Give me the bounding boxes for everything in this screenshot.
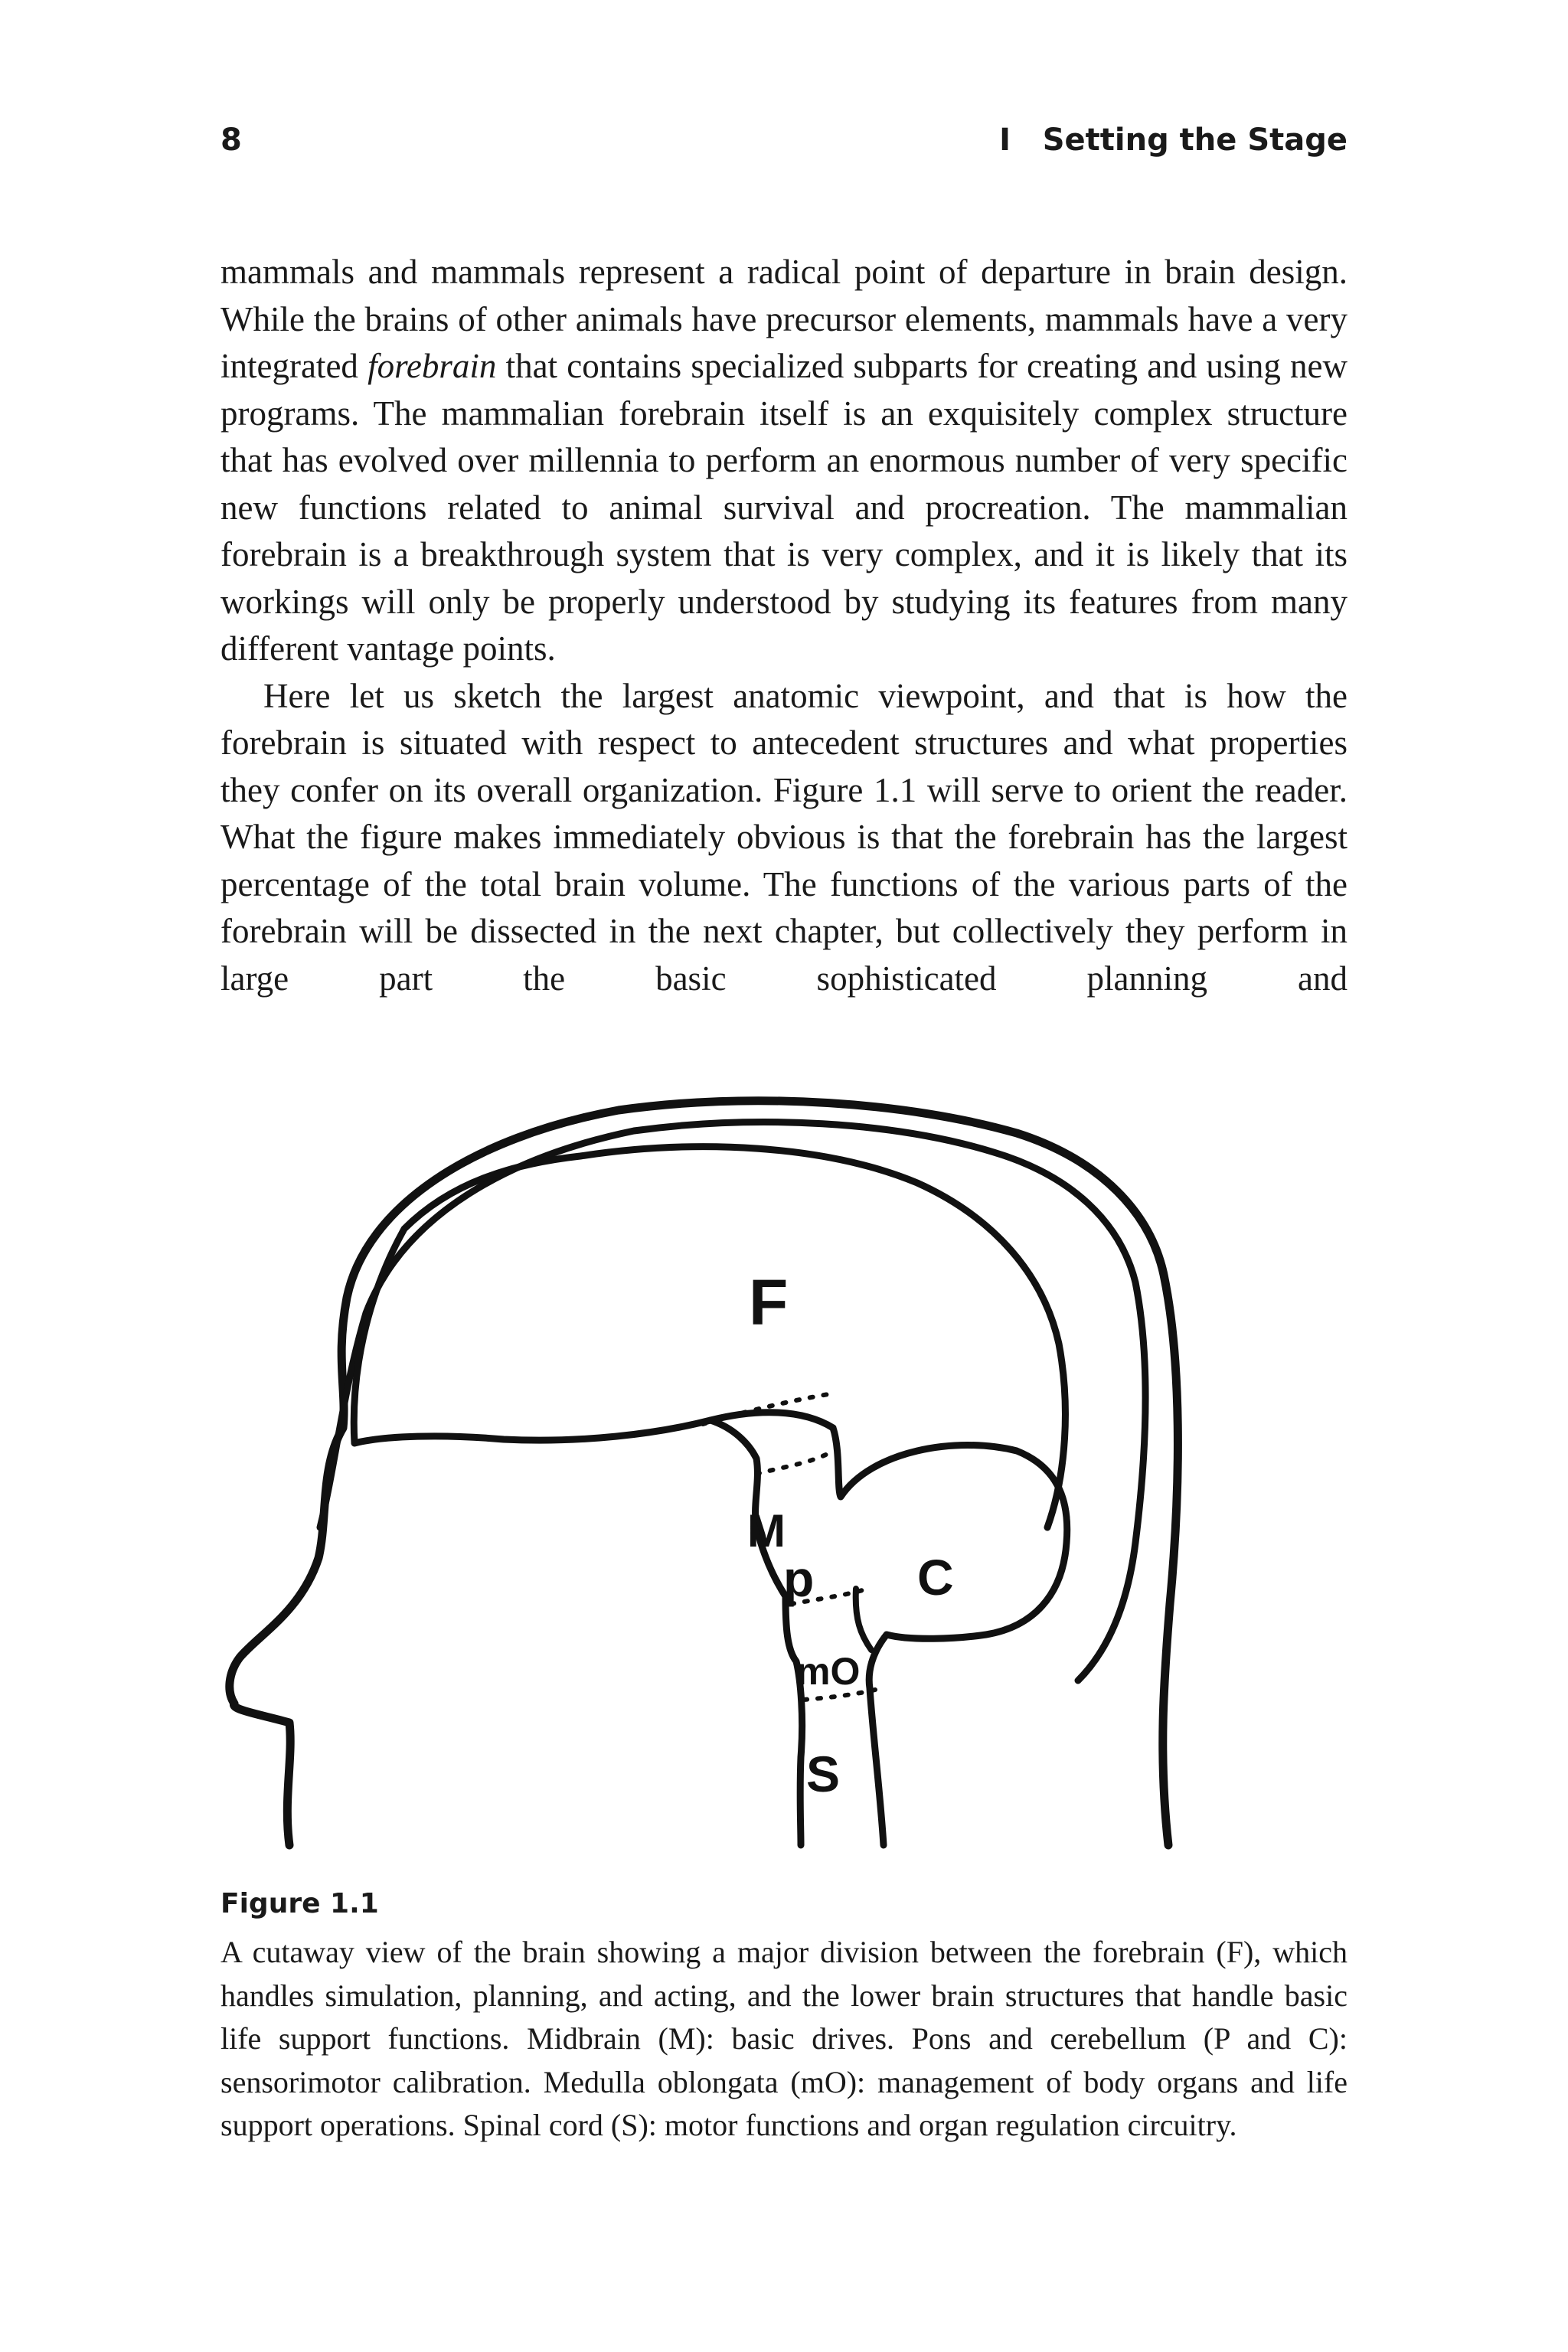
section-title: I Setting the Stage bbox=[999, 122, 1348, 158]
caption-text: A cutaway view of the brain showing a major division between the forebrain (F), which handles simulation, planning, and acting, and the lower brain structures that handle basic life support functions. Midbrain (M): basic drives. Pons and cerebellum (P and C): sensorimotor calibration. Medulla oblongata (mO): management of body organs and life support operations. Spinal cord (S): motor functions and organ regulation circuitry. bbox=[220, 1935, 1348, 2142]
label-spinal-cord: S bbox=[806, 1746, 841, 1802]
label-cerebellum: C bbox=[917, 1549, 954, 1606]
cerebellum-outline bbox=[833, 1428, 1067, 1845]
body-text bbox=[220, 249, 1348, 1002]
label-medulla: mO bbox=[796, 1650, 861, 1693]
figure-brain-diagram bbox=[220, 1068, 1348, 1864]
brainstem-front bbox=[710, 1420, 802, 1845]
paragraph-2: Here let us sketch the largest anatomic viewpoint, and that is how the forebrain is situated with respect to antecedent structures and what properties they confer on its overall organization. Figure 1.1 will serve to orient the reader. What the figure makes immediately obvious is that the forebrain has the largest percentage of the total brain volume. The functions of the various parts of the forebrain will be dissected in the next chapter, but collectively they perform in large part the basic sophisticated planning and bbox=[220, 676, 1348, 998]
figure-caption bbox=[220, 1885, 1348, 2148]
medulla-back bbox=[856, 1589, 871, 1650]
label-forebrain: F bbox=[749, 1266, 789, 1338]
brain-cutaway-illustration bbox=[220, 1068, 1348, 1864]
paragraph-1-text-b: that contains specialized subparts for creating and using new programs. The mammalian forebrain itself is an exquisitely complex structure that has evolved over millennia to perform an enormous number of very specific new functions related to animal survival and procreation. The mammalian forebrain is a breakthrough system that is very complex, and it is likely that its workings will only be properly understood by studying its features from many different vantage points. bbox=[220, 347, 1348, 668]
page-number: 8 bbox=[220, 122, 242, 158]
paragraph-1-text-a: mammals and mammals represent a radical point of departure in brain design. While the brains of other animals have precursor elements, mammals have a very integrated bbox=[220, 253, 1348, 385]
label-pons: p bbox=[783, 1550, 815, 1607]
skull-inner-line bbox=[320, 1122, 1145, 1681]
head-outline bbox=[230, 1101, 1178, 1845]
label-midbrain: M bbox=[747, 1505, 786, 1557]
running-head bbox=[220, 122, 1348, 161]
paragraph-1-italic-term: forebrain bbox=[368, 347, 497, 385]
forebrain-outline bbox=[354, 1147, 1065, 1527]
paragraph-1 bbox=[220, 249, 1348, 673]
division-midbrain-pons bbox=[756, 1451, 833, 1474]
caption-title: Figure 1.1 bbox=[220, 1888, 379, 1919]
